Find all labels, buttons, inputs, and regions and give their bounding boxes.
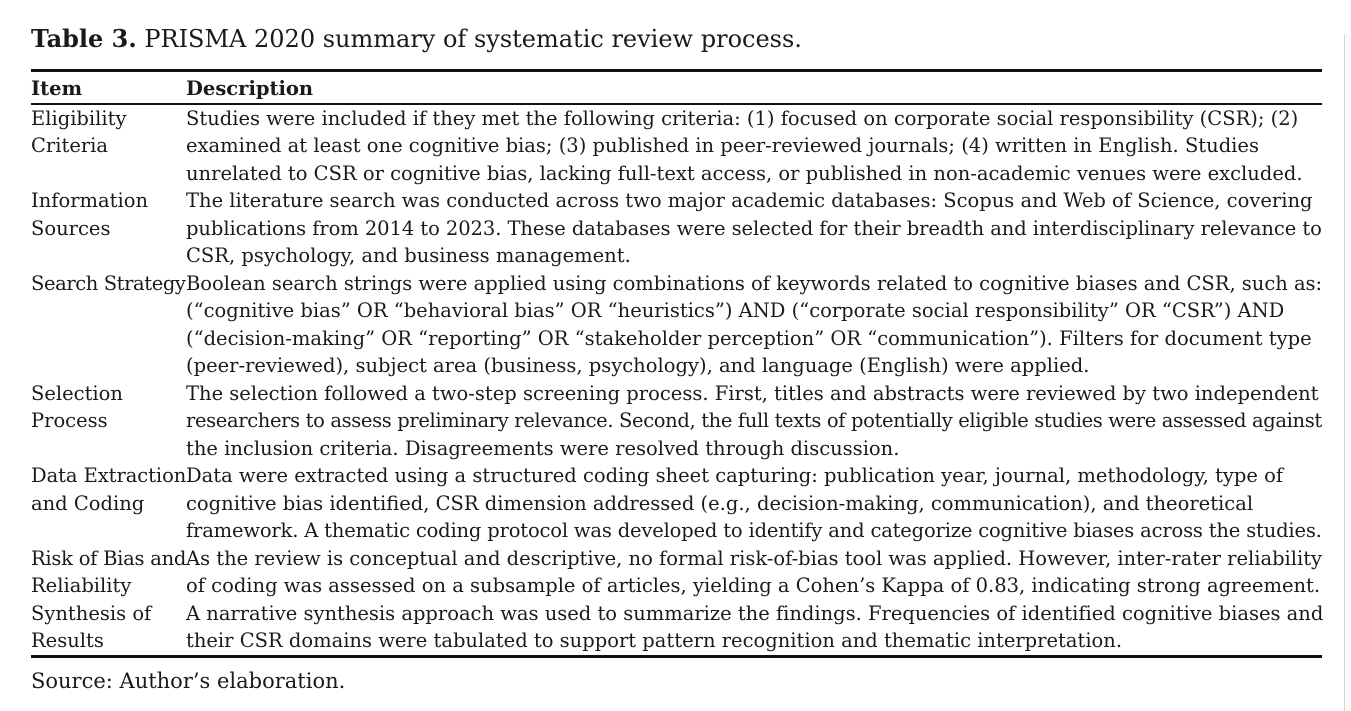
description-line: CSR, psychology, and business management. [186,244,631,267]
table-row [31,545,1322,600]
table-cell-description [186,380,1322,463]
description-line: framework. A thematic coding protocol was developed to identify and categorize cognitive biases across the studies. [186,519,1322,542]
description-line: (“decision-making” OR “reporting” OR “stakeholder perception” OR “communication”). Filters for document type [186,326,1312,350]
table-cell-item [31,600,186,657]
table-head [31,71,1322,104]
item-line: Synthesis of [31,601,152,625]
item-line: Risk of Bias and [31,546,187,570]
prisma-summary-table [31,69,1322,658]
table-row [31,380,1322,463]
description-line: publications from 2014 to 2023. These databases were selected for their breadth and interdisciplinary relevance to [186,216,1322,240]
table-cell-item [31,545,186,600]
column-header-description: Description [186,77,314,100]
item-line: Selection [31,381,123,405]
table-source-note: Source: Author’s elaboration. [31,669,346,693]
item-line: Reliability [31,574,132,597]
description-line: Data were extracted using a structured coding sheet capturing: publication year, journal, methodology, type of [186,464,1284,487]
page-scrollbar-edge [1344,34,1351,711]
item-line: Data Extraction [31,464,187,487]
description-line: (“cognitive bias” OR “behavioral bias” OR “heuristics”) AND (“corporate social responsibility” OR “CSR”) AND [186,299,1285,322]
description-line: As the review is conceptual and descriptive, no formal risk-of-bias tool was applied. However, inter-rater reliability [186,546,1323,570]
item-line: Criteria [31,134,109,157]
description-line: researchers to assess preliminary relevance. Second, the full texts of potentially eligible studies were assessed against [186,409,1322,432]
description-line: cognitive bias identified, CSR dimension addressed (e.g., decision-making, communication), and theoretical [186,491,1254,515]
table-cell-description [186,545,1322,600]
description-line: (peer-reviewed), subject area (business, psychology), and language (English) were applied. [186,354,1090,377]
table-cell-description [186,270,1322,380]
item-line: Sources [31,216,111,240]
table-body [31,104,1322,657]
table-caption-label: Table 3. [31,24,137,53]
table-row [31,600,1322,657]
table-cell-item [31,380,186,463]
table-cell-description [186,600,1322,657]
item-line: Information [31,189,149,212]
column-header-item: Item [31,77,83,100]
table-row [31,270,1322,380]
description-line: A narrative synthesis approach was used to summarize the findings. Frequencies of identified cognitive biases and [186,601,1324,625]
item-line: Process [31,409,108,432]
table-header-row [31,71,1322,104]
description-line: of coding was assessed on a subsample of articles, yielding a Cohen’s Kappa of 0.83, indicating strong agreement. [186,574,1321,597]
table-caption-text: PRISMA 2020 summary of systematic review process. [144,25,802,53]
description-line: The literature search was conducted across two major academic databases: Scopus and Web of Science, covering [186,189,1313,212]
item-line: Results [31,629,104,652]
description-line: the inclusion criteria. Disagreements were resolved through discussion. [186,436,900,460]
description-line: Studies were included if they met the following criteria: (1) focused on corporate social responsibility (CSR); (2) [186,106,1299,130]
item-line: Eligibility [31,106,127,130]
description-line: Boolean search strings were applied using combinations of keywords related to cognitive biases and CSR, such as: [186,271,1323,295]
table-row [31,187,1322,270]
table-cell-description [186,104,1322,188]
table-row [31,104,1322,188]
item-line: Search Strategy [31,271,186,295]
table-cell-item [31,187,186,270]
table-cell-item [31,270,186,380]
table-cell-description [186,187,1322,270]
table-row [31,462,1322,545]
description-line: examined at least one cognitive bias; (3) published in peer-reviewed journals; (4) written in English. Studies [186,134,1259,157]
description-line: unrelated to CSR or cognitive bias, lacking full-text access, or published in non-academic venues were excluded. [186,161,1303,185]
prisma-summary-table-container [31,69,1322,658]
table-cell-item [31,104,186,188]
item-line: and Coding [31,491,145,515]
table-caption [31,22,802,56]
table-cell-description [186,462,1322,545]
description-line: their CSR domains were tabulated to support pattern recognition and thematic interpretation. [186,629,1123,652]
description-line: The selection followed a two-step screening process. First, titles and abstracts were reviewed by two independent [186,381,1319,405]
table-cell-item [31,462,186,545]
